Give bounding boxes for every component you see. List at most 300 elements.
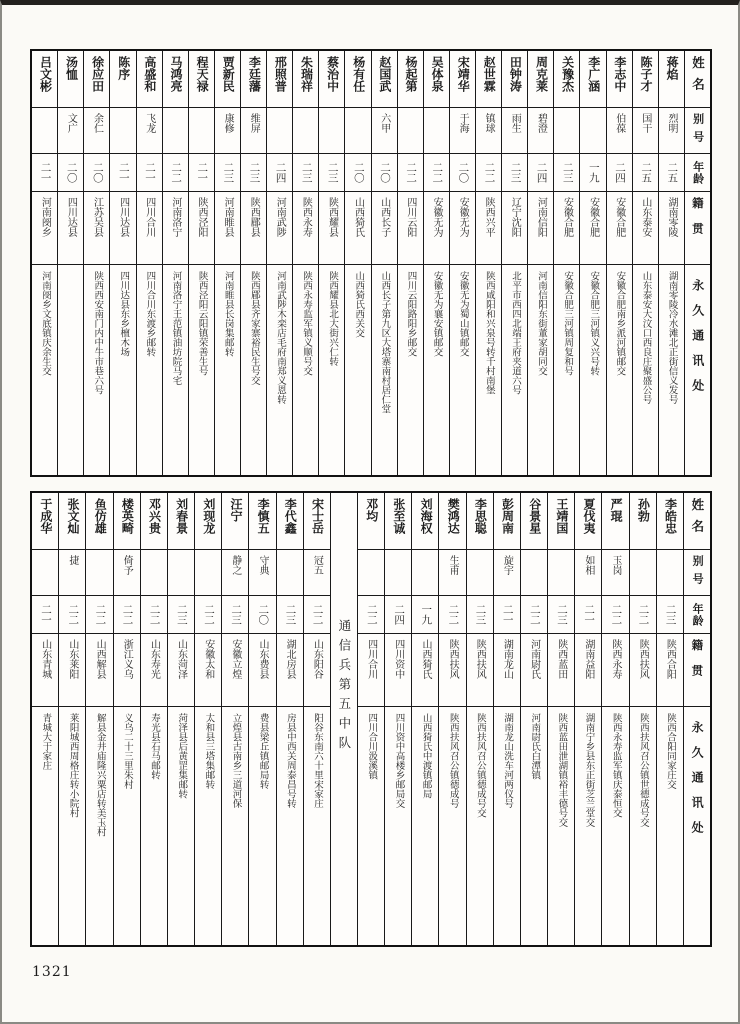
person-address-cell: 山西猗氏中渡镇邮局 <box>420 713 432 799</box>
person-age-cell: 二二 <box>424 154 449 192</box>
person-address-cell: 河南武陟木栾店毛府南郑义恩转 <box>274 271 286 404</box>
person-name-cell: 邢照普 <box>267 51 292 108</box>
person-age-cell: 二二 <box>602 596 628 634</box>
person-age-cell: 二三 <box>293 154 318 192</box>
person-alias-cell: 倚予 <box>114 550 140 596</box>
person-address-cell: 房县中西关周泰昌号转 <box>284 713 296 808</box>
person-column <box>189 51 215 475</box>
person-alias-cell <box>385 550 411 596</box>
person-name-cell: 鱼仿雄 <box>86 493 112 550</box>
person-native-place-cell: 陕西郿县 <box>241 192 266 265</box>
person-age-cell: 二三 <box>277 596 303 634</box>
person-name-cell: 王靖国 <box>548 493 574 550</box>
person-column <box>163 51 189 475</box>
person-name-cell: 刘现龙 <box>195 493 221 550</box>
person-name-cell: 孙勃 <box>630 493 656 550</box>
person-address-cell: 山东泰安大汶口西良庄聚盛公号 <box>640 271 652 404</box>
person-native-place-cell: 安徽太和 <box>195 634 221 707</box>
person-native-place-cell: 陕西泾阳 <box>189 192 214 265</box>
person-alias-cell <box>580 108 605 154</box>
person-alias-cell <box>521 550 547 596</box>
person-native-place-cell: 河南洛宁 <box>163 192 188 265</box>
person-alias-cell: 捷 <box>59 550 85 596</box>
person-native-place-cell: 河南睢县 <box>215 192 240 265</box>
person-column <box>424 51 450 475</box>
person-age-cell: 二一 <box>32 154 57 192</box>
person-name-cell: 樊鸿达 <box>439 493 465 550</box>
person-age-cell: 二二 <box>59 596 85 634</box>
person-age-cell: 二三 <box>168 596 194 634</box>
person-age-cell: 二五 <box>659 154 684 192</box>
person-native-place-cell: 安徽合肥 <box>607 192 632 265</box>
person-address-cell: 陕西泾阳云阳镇荣善生号 <box>196 271 208 376</box>
person-age-cell: 二二 <box>304 596 330 634</box>
person-alias-cell: 飞龙 <box>137 108 162 154</box>
person-native-place-cell: 山西长子 <box>372 192 397 265</box>
person-native-place-cell: 安徽无为 <box>424 192 449 265</box>
person-column <box>521 493 548 945</box>
person-address-cell: 四川合川汲溪镇 <box>366 713 378 780</box>
person-age-cell: 二二 <box>195 596 221 634</box>
person-name-cell: 陈子才 <box>633 51 658 108</box>
person-alias-cell: 伯葆 <box>607 108 632 154</box>
person-alias-cell <box>293 108 318 154</box>
person-alias-cell <box>412 550 438 596</box>
person-name-cell: 宋靖华 <box>450 51 475 108</box>
person-native-place-cell: 山东青城 <box>32 634 58 707</box>
person-native-place-cell: 山西猗氏 <box>412 634 438 707</box>
person-address-cell: 陕西永寿监军镇义顺号交 <box>301 271 313 376</box>
person-address-cell: 陕西永寿监军镇庆泰恒交 <box>610 713 622 818</box>
page-number: 1321 <box>32 964 72 980</box>
person-address-cell: 陕西蓝田泄湖镇裕丰德号交 <box>556 713 568 827</box>
person-column <box>657 493 684 945</box>
person-age-cell: 二〇 <box>372 154 397 192</box>
person-address-cell: 解县金井庙隆兴粟店转美玉村 <box>94 713 106 837</box>
person-column <box>602 493 629 945</box>
person-native-place-cell: 湖南零陵 <box>659 192 684 265</box>
person-name-cell: 杨起第 <box>398 51 423 108</box>
person-column <box>548 493 575 945</box>
person-column <box>633 51 659 475</box>
person-column <box>241 51 267 475</box>
person-name-cell: 李广涵 <box>580 51 605 108</box>
person-name-cell: 李慎五 <box>249 493 275 550</box>
unit-section-label: 通信兵第五中队 <box>336 619 352 756</box>
person-native-place-cell: 河南信阳 <box>528 192 553 265</box>
person-alias-cell: 静之 <box>222 550 248 596</box>
person-address-cell: 安徽无为襄安镇邮交 <box>431 271 443 357</box>
person-native-place-cell: 陕西蓝田 <box>548 634 574 707</box>
person-name-cell: 夏伐夷 <box>575 493 601 550</box>
person-native-place-cell: 四川云阳 <box>398 192 423 265</box>
person-native-place-cell: 陕西扶风 <box>630 634 656 707</box>
person-name-cell: 张文灿 <box>59 493 85 550</box>
person-column <box>249 493 276 945</box>
person-name-cell: 吕文彬 <box>32 51 57 108</box>
person-address-cell: 河南睢县长岗集邮转 <box>222 271 234 357</box>
person-column <box>110 51 136 475</box>
person-name-cell: 邓兴贵 <box>141 493 167 550</box>
person-native-place-cell: 江苏吴县 <box>84 192 109 265</box>
person-alias-cell <box>358 550 384 596</box>
person-column <box>168 493 195 945</box>
person-name-cell: 杨有任 <box>345 51 370 108</box>
person-name-cell: 邓均 <box>358 493 384 550</box>
person-column <box>467 493 494 945</box>
person-native-place-cell: 安徽立煌 <box>222 634 248 707</box>
person-native-place-cell: 山西猗氏 <box>345 192 370 265</box>
person-alias-cell: 六甲 <box>372 108 397 154</box>
person-name-cell: 马鸿亮 <box>163 51 188 108</box>
person-column <box>293 51 319 475</box>
person-name-cell: 赵世霖 <box>476 51 501 108</box>
header-alias-label: 别号 <box>684 550 710 596</box>
person-age-cell: 二三 <box>215 154 240 192</box>
header-age-label: 年龄 <box>684 596 710 634</box>
person-native-place-cell: 河南阌乡 <box>32 192 57 265</box>
person-column <box>32 51 58 475</box>
person-age-cell: 二三 <box>241 154 266 192</box>
person-name-cell: 蔡治中 <box>319 51 344 108</box>
person-age-cell: 二四 <box>267 154 292 192</box>
person-native-place-cell: 四川合川 <box>358 634 384 707</box>
person-age-cell: 二二 <box>358 596 384 634</box>
roster-table-lower <box>30 491 712 947</box>
person-column <box>304 493 331 945</box>
person-column <box>59 493 86 945</box>
person-name-cell: 彭周南 <box>494 493 520 550</box>
person-age-cell: 二〇 <box>450 154 475 192</box>
person-age-cell: 二四 <box>385 596 411 634</box>
person-address-cell: 河南洛宁王范镇油坊院马宅 <box>170 271 182 385</box>
person-address-cell: 安徽无为蜀山镇邮交 <box>457 271 469 357</box>
roster-table-upper <box>30 49 712 477</box>
person-alias-cell: 维屏 <box>241 108 266 154</box>
person-column <box>502 51 528 475</box>
person-native-place-cell: 山东寿光 <box>141 634 167 707</box>
person-alias-cell <box>319 108 344 154</box>
person-alias-cell: 烈明 <box>659 108 684 154</box>
header-name-label: 姓名 <box>684 493 710 550</box>
person-column <box>84 51 110 475</box>
person-native-place-cell: 山东阳谷 <box>304 634 330 707</box>
person-name-cell: 陈序 <box>110 51 135 108</box>
person-address-cell: 莱阳城西周格庄转小院村 <box>67 713 79 818</box>
person-native-place-cell: 陕西合阳 <box>657 634 683 707</box>
person-column <box>277 493 304 945</box>
person-name-cell: 程天禄 <box>189 51 214 108</box>
person-age-cell: 二四 <box>528 154 553 192</box>
person-address-cell: 山西猗氏西关交 <box>353 271 365 338</box>
person-alias-cell <box>467 550 493 596</box>
person-age-cell: 二一 <box>575 596 601 634</box>
person-column <box>476 51 502 475</box>
person-column <box>114 493 141 945</box>
person-column <box>345 51 371 475</box>
person-name-cell: 楼英畸 <box>114 493 140 550</box>
person-address-cell: 陕西扶风召公镇世德成号交 <box>637 713 649 827</box>
person-name-cell: 赵国武 <box>372 51 397 108</box>
person-column <box>494 493 521 945</box>
person-name-cell: 徐应田 <box>84 51 109 108</box>
person-column <box>630 493 657 945</box>
person-alias-cell: 生甫 <box>439 550 465 596</box>
person-age-cell: 二三 <box>222 596 248 634</box>
person-name-cell: 李志中 <box>607 51 632 108</box>
person-column <box>580 51 606 475</box>
person-address-cell: 安徽合肥南乡派河镇邮交 <box>614 271 626 376</box>
person-address-cell: 安徽合肥三河镇周复和号 <box>562 271 574 376</box>
person-native-place-cell: 河南尉氏 <box>521 634 547 707</box>
person-address-cell: 四川合川东渡乡邮转 <box>144 271 156 357</box>
person-column <box>137 51 163 475</box>
person-address-cell: 陕西扶风召公镇德成号交 <box>474 713 486 818</box>
person-alias-cell <box>277 550 303 596</box>
person-age-cell: 二二 <box>476 154 501 192</box>
person-column <box>319 51 345 475</box>
person-address-cell: 湖南宁乡县东正街芝兰堂交 <box>583 713 595 827</box>
person-alias-cell: 碧澄 <box>528 108 553 154</box>
person-address-cell: 青城大于家庄 <box>40 713 52 770</box>
person-column <box>141 493 168 945</box>
header-native-label: 籍贯 <box>684 634 710 707</box>
person-address-cell: 费县梁丘镇邮局转 <box>257 713 269 789</box>
person-name-cell: 贾新民 <box>215 51 240 108</box>
person-address-cell: 菏泽县后黄罡集邮转 <box>176 713 188 799</box>
person-alias-cell: 雨生 <box>502 108 527 154</box>
person-native-place-cell: 山东菏泽 <box>168 634 194 707</box>
person-address-cell: 阳谷东南六十里宋家庄 <box>311 713 323 808</box>
person-address-cell: 河南阌乡文底镇庆余生交 <box>39 271 51 376</box>
person-alias-cell: 玉岗 <box>602 550 628 596</box>
person-age-cell: 二三 <box>554 154 579 192</box>
person-address-cell: 太和县三塔集邮转 <box>203 713 215 789</box>
person-native-place-cell: 湖南益阳 <box>575 634 601 707</box>
person-age-cell: 二三 <box>467 596 493 634</box>
person-name-cell: 严琨 <box>602 493 628 550</box>
person-native-place-cell: 陕西永寿 <box>602 634 628 707</box>
header-column <box>684 493 710 945</box>
person-age-cell: 二二 <box>439 596 465 634</box>
person-alias-cell <box>548 550 574 596</box>
person-alias-cell <box>424 108 449 154</box>
person-age-cell: 二〇 <box>84 154 109 192</box>
person-column <box>659 51 685 475</box>
person-alias-cell <box>110 108 135 154</box>
person-age-cell: 二三 <box>502 154 527 192</box>
person-alias-cell <box>195 550 221 596</box>
person-age-cell: 二二 <box>114 596 140 634</box>
person-address-cell: 义乌二十三里朱村 <box>121 713 133 789</box>
person-name-cell: 谷景星 <box>521 493 547 550</box>
person-name-cell: 宋士岳 <box>304 493 330 550</box>
person-age-cell: 二五 <box>633 154 658 192</box>
person-name-cell: 周克莱 <box>528 51 553 108</box>
person-alias-cell <box>32 108 57 154</box>
person-address-cell: 陕西合阳同家庄交 <box>665 713 677 789</box>
person-alias-cell: 余仁 <box>84 108 109 154</box>
person-alias-cell <box>32 550 58 596</box>
header-native-label: 籍贯 <box>685 192 710 265</box>
person-alias-cell: 冠五 <box>304 550 330 596</box>
person-name-cell: 关豫杰 <box>554 51 579 108</box>
person-address-cell: 湖南零陵冷水滩北正街信义发号 <box>666 271 678 404</box>
person-alias-cell <box>345 108 370 154</box>
person-address-cell: 陕西扶风召公镇德成号 <box>447 713 459 808</box>
person-name-cell: 吴体泉 <box>424 51 449 108</box>
person-native-place-cell: 四川达县 <box>58 192 83 265</box>
person-alias-cell: 国干 <box>633 108 658 154</box>
person-age-cell: 二〇 <box>249 596 275 634</box>
person-age-cell: 二二 <box>163 154 188 192</box>
person-address-cell: 四川云阳路阳乡邮交 <box>405 271 417 357</box>
person-native-place-cell: 安徽合肥 <box>554 192 579 265</box>
person-column <box>528 51 554 475</box>
person-address-cell: 安徽合肥三河镇义兴号转 <box>588 271 600 376</box>
person-name-cell: 汪宁 <box>222 493 248 550</box>
person-age-cell: 二一 <box>32 596 58 634</box>
person-name-cell: 高盛和 <box>137 51 162 108</box>
person-alias-cell <box>657 550 683 596</box>
person-age-cell: 二三 <box>319 154 344 192</box>
person-native-place-cell: 河南武陟 <box>267 192 292 265</box>
person-age-cell: 二二 <box>86 596 112 634</box>
person-alias-cell <box>141 550 167 596</box>
person-alias-cell <box>163 108 188 154</box>
person-address-cell: 河南信阳东街董家胡同交 <box>536 271 548 376</box>
person-address-cell: 陕西耀县北大街兴仁转 <box>327 271 339 366</box>
person-age-cell: 二〇 <box>345 154 370 192</box>
person-column <box>195 493 222 945</box>
person-age-cell: 二三 <box>657 596 683 634</box>
person-native-place-cell: 湖北房县 <box>277 634 303 707</box>
person-address-cell: 陕西西安南门内中牛市巷六号 <box>92 271 104 395</box>
person-column <box>450 51 476 475</box>
person-alias-cell <box>267 108 292 154</box>
person-address-cell <box>58 265 83 475</box>
person-column <box>222 493 249 945</box>
person-native-place-cell: 陕西兴平 <box>476 192 501 265</box>
person-column <box>267 51 293 475</box>
person-alias-cell: 守典 <box>249 550 275 596</box>
person-native-place-cell: 山东泰安 <box>633 192 658 265</box>
person-name-cell: 刘海权 <box>412 493 438 550</box>
person-native-place-cell: 浙江义乌 <box>114 634 140 707</box>
person-age-cell: 二四 <box>607 154 632 192</box>
person-column <box>358 493 385 945</box>
person-native-place-cell: 陕西耀县 <box>319 192 344 265</box>
person-native-place-cell: 陕西扶风 <box>439 634 465 707</box>
person-age-cell: 二二 <box>398 154 423 192</box>
person-age-cell: 二三 <box>548 596 574 634</box>
person-native-place-cell: 安徽无为 <box>450 192 475 265</box>
person-column <box>86 493 113 945</box>
person-name-cell: 李廷藩 <box>241 51 266 108</box>
person-column <box>385 493 412 945</box>
person-native-place-cell: 辽宁沈阳 <box>502 192 527 265</box>
person-alias-cell: 如相 <box>575 550 601 596</box>
person-alias-cell <box>189 108 214 154</box>
person-native-place-cell: 四川合川 <box>137 192 162 265</box>
person-age-cell: 二一 <box>189 154 214 192</box>
person-age-cell: 二一 <box>494 596 520 634</box>
person-alias-cell: 镇球 <box>476 108 501 154</box>
person-name-cell: 张至诚 <box>385 493 411 550</box>
person-native-place-cell: 山西解县 <box>86 634 112 707</box>
person-name-cell: 朱瑞祥 <box>293 51 318 108</box>
person-address-cell: 河南尉氏白潭镇 <box>529 713 541 780</box>
person-age-cell: 二一 <box>137 154 162 192</box>
person-alias-cell: 文广 <box>58 108 83 154</box>
person-column <box>439 493 466 945</box>
tables-area <box>2 5 738 947</box>
person-address-cell: 立煌县古南乡三道河保 <box>230 713 242 808</box>
person-name-cell: 李思聪 <box>467 493 493 550</box>
header-name-label: 姓名 <box>685 51 710 108</box>
person-alias-cell <box>630 550 656 596</box>
person-age-cell: 二二 <box>630 596 656 634</box>
person-alias-cell: 于海 <box>450 108 475 154</box>
person-age-cell: 一九 <box>580 154 605 192</box>
person-address-cell: 湖南龙山洗车河两仪号 <box>502 713 514 808</box>
section-label-column <box>331 493 358 945</box>
person-address-cell: 寿光县石马邮转 <box>149 713 161 780</box>
person-column <box>554 51 580 475</box>
person-alias-cell <box>554 108 579 154</box>
person-age-cell: 二二 <box>141 596 167 634</box>
header-address-label: 永久通讯处 <box>685 265 710 475</box>
person-alias-cell: 旋宇 <box>494 550 520 596</box>
person-native-place-cell: 陕西永寿 <box>293 192 318 265</box>
person-alias-cell <box>168 550 194 596</box>
person-name-cell: 李皓忠 <box>657 493 683 550</box>
person-alias-cell: 康修 <box>215 108 240 154</box>
person-age-cell: 一九 <box>412 596 438 634</box>
person-address-cell: 陕西郿县齐家寨裕民生号交 <box>248 271 260 385</box>
person-address-cell: 四川达县东乡檀木场 <box>118 271 130 357</box>
person-column <box>32 493 59 945</box>
person-name-cell: 汤恤 <box>58 51 83 108</box>
person-column <box>58 51 84 475</box>
person-native-place-cell: 湖南龙山 <box>494 634 520 707</box>
person-native-place-cell: 安徽合肥 <box>580 192 605 265</box>
person-name-cell: 于成华 <box>32 493 58 550</box>
person-column <box>412 493 439 945</box>
header-address-label: 永久通讯处 <box>684 707 710 945</box>
person-native-place-cell: 山东莱阳 <box>59 634 85 707</box>
person-column <box>398 51 424 475</box>
person-native-place-cell: 山东费县 <box>249 634 275 707</box>
person-name-cell: 李代鑫 <box>277 493 303 550</box>
person-name-cell: 田钟涛 <box>502 51 527 108</box>
person-column <box>607 51 633 475</box>
person-address-cell: 四川资中高楼乡邮局交 <box>393 713 405 808</box>
person-native-place-cell: 四川资中 <box>385 634 411 707</box>
person-address-cell: 北平市西四北端王府夹道六号 <box>509 271 521 395</box>
header-column <box>685 51 710 475</box>
person-address-cell: 山西长子第九区大塔寨南村居仁堂 <box>379 271 391 414</box>
person-name-cell: 刘春景 <box>168 493 194 550</box>
person-address-cell: 陕西咸阳和兴泉号转千村南堡 <box>483 271 495 395</box>
person-column <box>575 493 602 945</box>
person-native-place-cell: 陕西扶风 <box>467 634 493 707</box>
person-column <box>215 51 241 475</box>
header-alias-label: 别号 <box>685 108 710 154</box>
header-age-label: 年龄 <box>685 154 710 192</box>
person-age-cell: 二〇 <box>58 154 83 192</box>
person-column <box>372 51 398 475</box>
